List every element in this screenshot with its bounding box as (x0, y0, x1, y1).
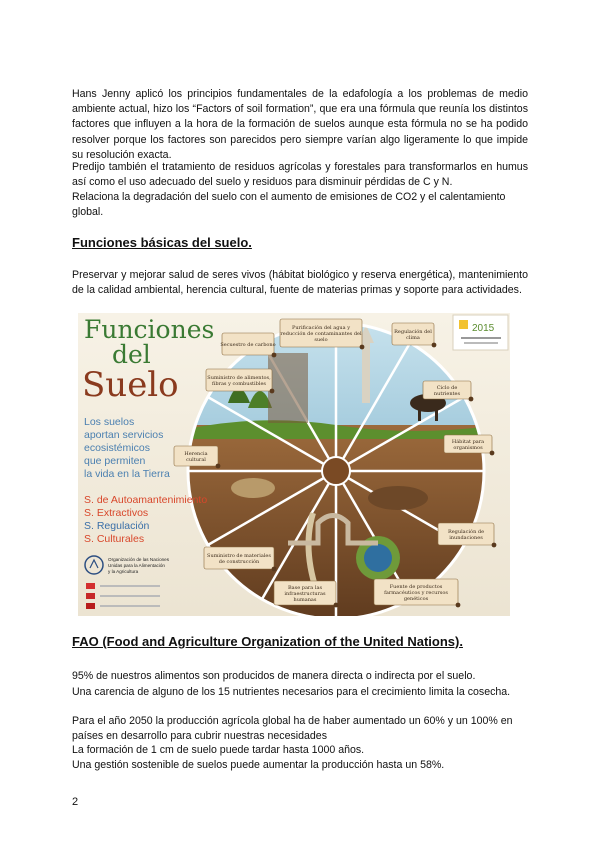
function-label: Purificación del agua y reducción de contaminantes del suelo (280, 324, 362, 343)
org-line: Unidas para la Alimentación (108, 563, 165, 568)
function-label: Herencia cultural (184, 450, 208, 463)
category-regulacion: S. Regulación (84, 520, 150, 532)
category-autoamantenimiento: S. de Autoamantenimiento (84, 494, 208, 506)
label-pointer-dot (432, 343, 437, 348)
function-label: Hábitat para organismos (451, 438, 485, 451)
paragraph-hans-jenny: Hans Jenny aplicó los principios fundamentales de la edafología a los problemas de medio ambiente actual, hizo los “Factors of soil formation”, que era una fórmula que reunía los distintos factores que influyen a la hora de la formación de suelos aunque esta fórmula no se ha podido resolver porque los factores son parecidos pero siempre varían algo ligeramente lo que impide su resolución exacta. (72, 88, 528, 161)
label-pointer-dot (272, 567, 277, 572)
label-pointer-dot (360, 345, 365, 350)
paragraph-funciones: Preservar y mejorar salud de seres vivos (hábitat biológico y reserva energética), mantenimiento de la calidad ambiental, herencia cultural, fuente de materias primas y soporte para actividades. (72, 269, 528, 297)
figure-title-line1: Funciones (84, 315, 215, 344)
label-pointer-dot (272, 353, 277, 358)
figure-subtitle-line: ecosistémicos (84, 442, 150, 454)
heading-funciones-basicas: Funciones básicas del suelo. (72, 235, 252, 250)
category-culturales: S. Culturales (84, 533, 145, 545)
figure-subtitle-line: que permiten (84, 455, 146, 467)
function-label: Regulación del clima (394, 328, 432, 341)
category-extractivos: S. Extractivos (84, 507, 149, 519)
figure-title-line3: Suelo (82, 365, 179, 405)
fao-fact-2: Una carencia de alguno de los 15 nutrientes necesarios para el crecimiento limita la cosecha. (72, 686, 511, 698)
figure-title-line2: del (112, 340, 151, 369)
function-label: Base para las infraestructuras humanas (284, 584, 326, 603)
fao-fact-1: 95% de nuestros alimentos son producidos de manera directa o indirecta por el suelo. (72, 670, 476, 682)
function-label: Suministro de alimentos, fibras y combustibles (207, 374, 271, 387)
label-pointer-dot (456, 603, 461, 608)
function-label: Suministro de materiales de construcción (207, 552, 271, 565)
figure-subtitle-line: la vida en la Tierra (84, 468, 170, 480)
heading-fao: FAO (Food and Agriculture Organization of the United Nations). (72, 634, 463, 649)
fao-fact-3: Para el año 2050 la producción agrícola global ha de haber aumentado un 60% y un 100% en países en desarrollo para cubrir nuestras necesidades (72, 715, 513, 743)
org-line: y la Agricultura (108, 569, 139, 574)
swiss-flag-icon (86, 583, 95, 589)
paragraph-degradacion: Relaciona la degradación del suelo con el aumento de emisiones de CO2 y el calentamiento global. (72, 191, 506, 219)
fao-fact-5: Una gestión sostenible de suelos puede aumentar la producción hasta un 58%. (72, 759, 445, 771)
label-pointer-dot (334, 603, 339, 608)
iys-logo-icon (459, 320, 468, 329)
figure-subtitle-line: aportan servicios (84, 429, 164, 441)
org-line: Organización de las Naciones (108, 557, 170, 562)
label-pointer-dot (469, 397, 474, 402)
page-number: 2 (72, 796, 79, 808)
function-label: Ciclo de nutrientes (433, 384, 461, 397)
fao-fact-4: La formación de 1 cm de suelo puede tardar hasta 1000 años. (72, 744, 365, 756)
year-badge-text: 2015 (472, 323, 495, 334)
paragraph-residuos: Predijo también el tratamiento de residuos agrícolas y forestales para transformarlos en humus así como el uso adecuado del suelo y residuos para disminuir pérdidas de C y N. (72, 161, 528, 189)
label-pointer-dot (490, 451, 495, 456)
function-label: Regulación de inundaciones (447, 528, 485, 541)
label-pointer-dot (216, 464, 221, 469)
label-pointer-dot (492, 543, 497, 548)
function-label: Fuente de productos farmacéuticos y recursos genéticos (384, 583, 448, 602)
label-pointer-dot (270, 389, 275, 394)
figure-subtitle-line: Los suelos (84, 416, 135, 428)
function-label: Secuestro de carbono (220, 341, 276, 348)
funciones-del-suelo-infographic (78, 313, 510, 616)
